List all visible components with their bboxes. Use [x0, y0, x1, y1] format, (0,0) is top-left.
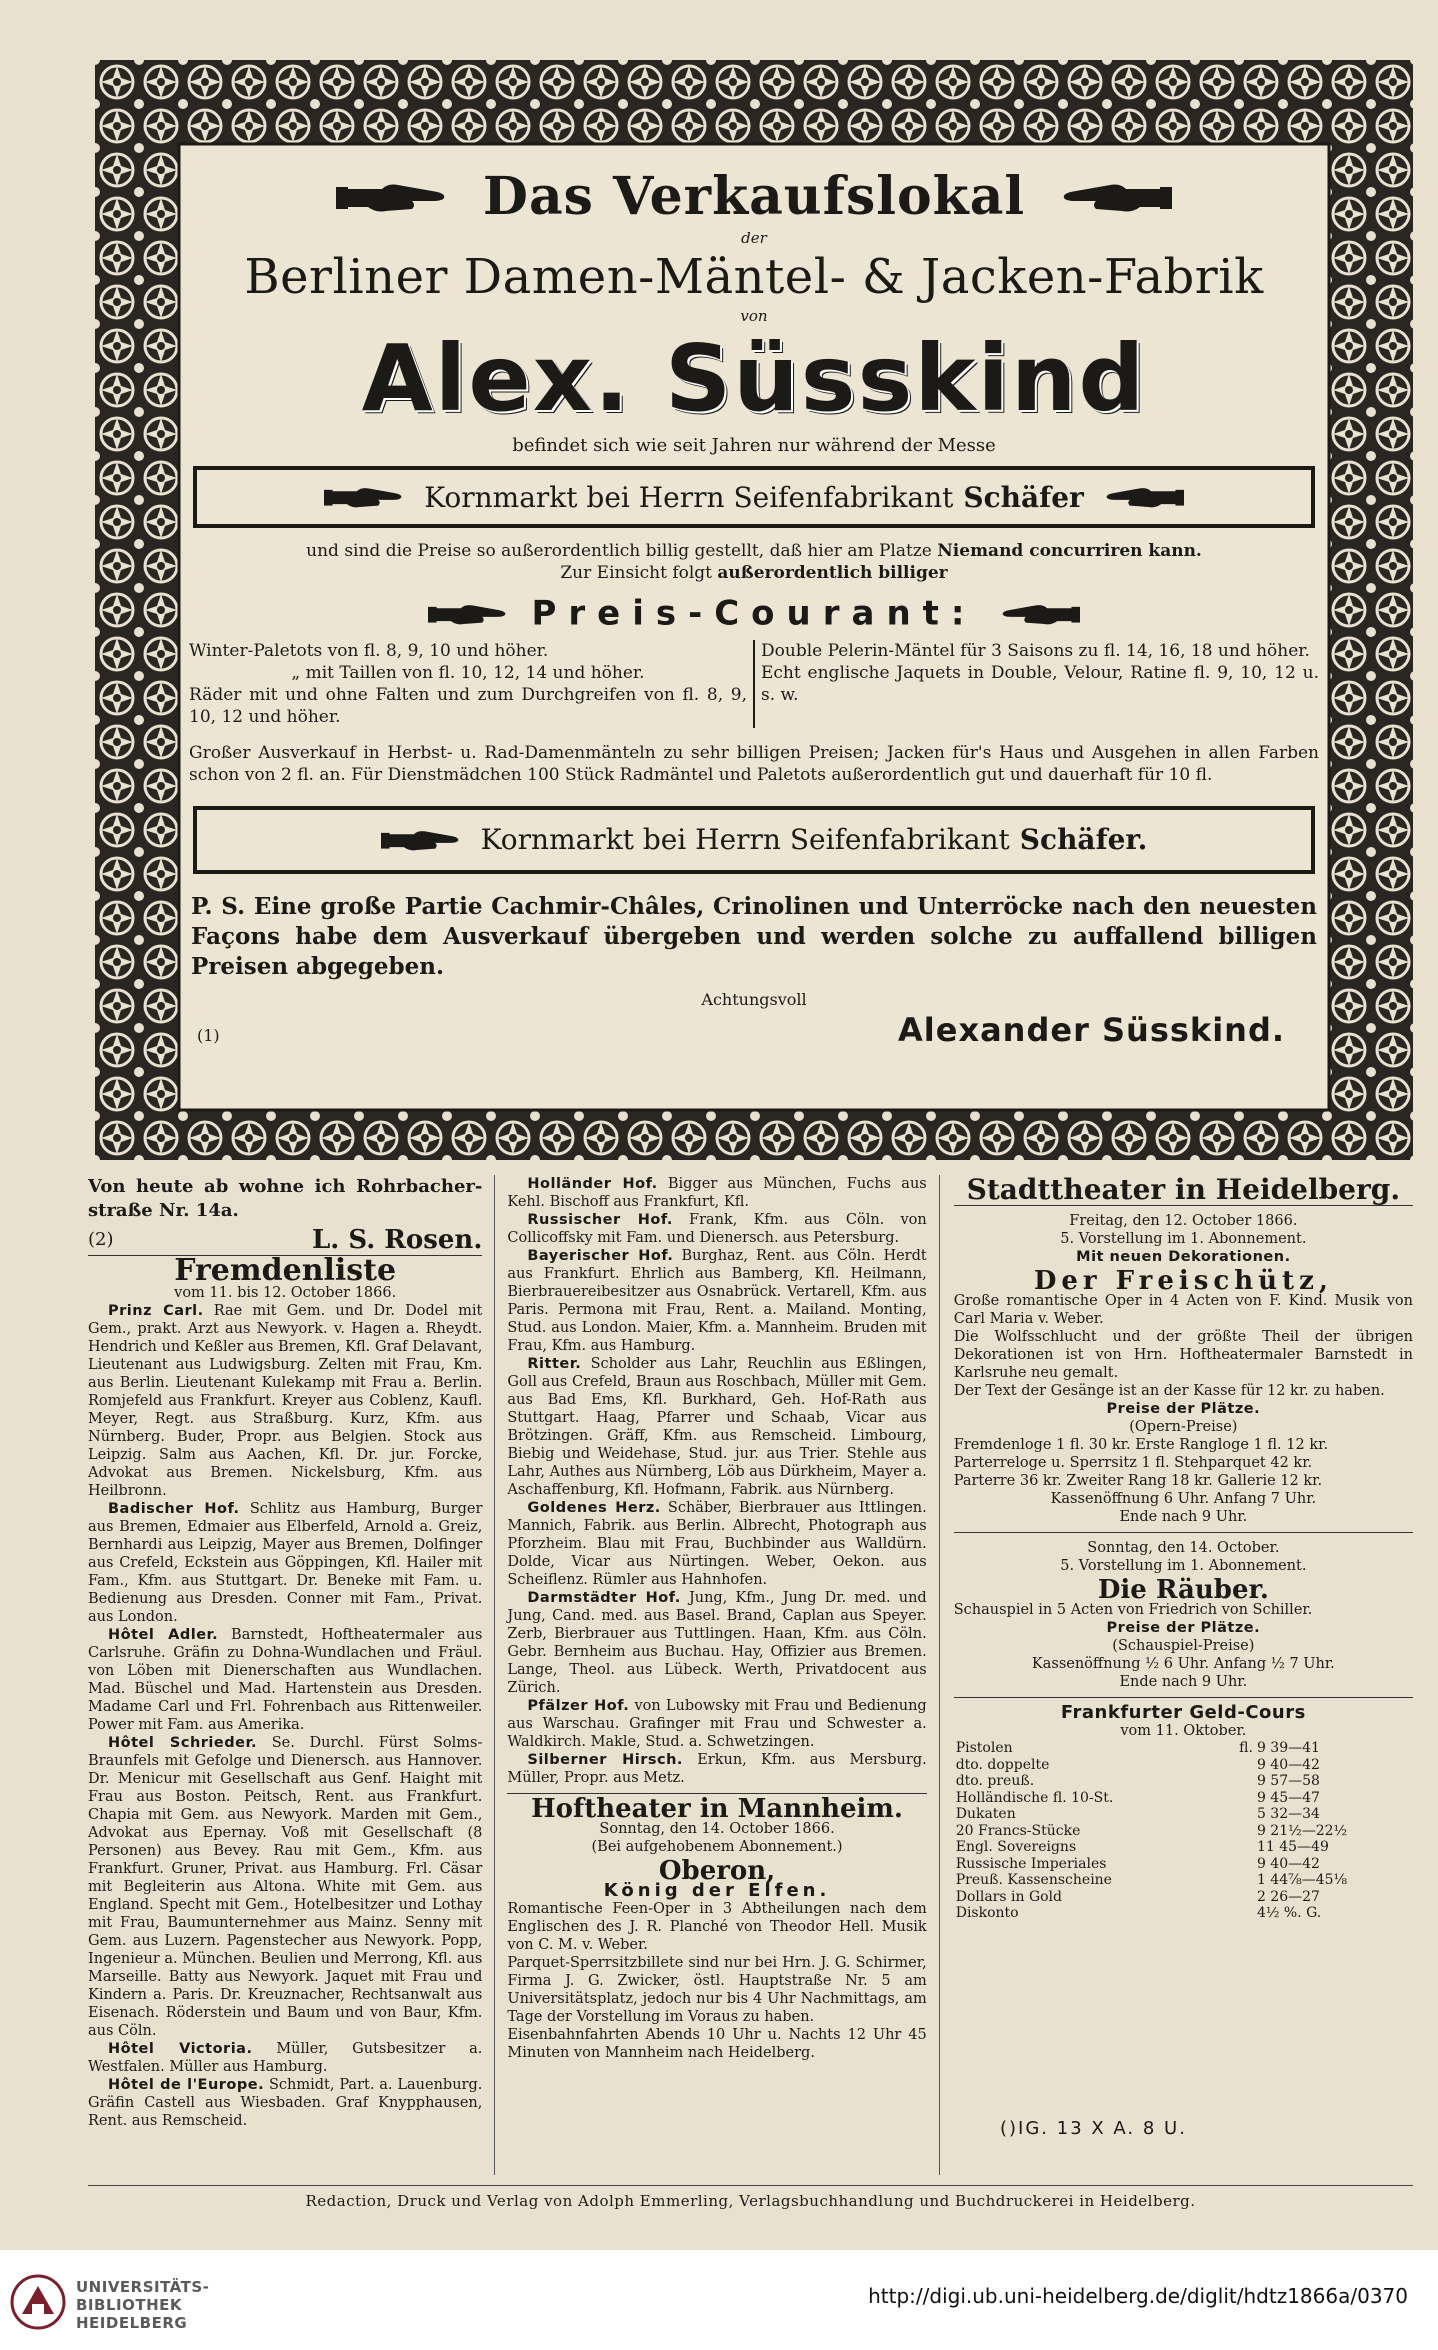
- guest-names: Scholder aus Lahr, Reuchlin aus Eßlingen, Goll aus Crefeld, Braun aus Roschbach, Müller mit Gem. aus Bad Ems, Kfl. Burkhard, Geh. Hof-Rath aus Stuttgart. Haag, Pfarrer und Schaab, Vicar aus Brötzingen. Gräff, Kfm. aus Remscheid. Limbourg, Biebig und Weidehase, Stud. jur. aus Trier. Stehle aus Lahr, Authes aus Nürnberg, Löb aus Dürkheim, Mayer a. Aschaffenburg, Kfl. Hofmann, Fabrik. aus Nürnberg.: [507, 1356, 927, 1498]
- fx-value: 9 21½—22½: [1256, 1822, 1348, 1839]
- guest-names: Müller, Gutsbesitzer a. Westfalen. Müller aus Hamburg.: [88, 2041, 483, 2075]
- location-text: Kornmarkt bei Herrn Seifenfabrikant: [424, 480, 954, 514]
- hotel-name: Hôtel de l'Europe.: [108, 2077, 265, 2093]
- guest-entry: [507, 1355, 926, 1499]
- hotel-name: Darmstädter Hof.: [527, 1590, 681, 1606]
- fx-unit: [1225, 1823, 1255, 1840]
- fx-unit: [1225, 1905, 1255, 1922]
- opera-subtitle: König der Elfen.: [603, 1880, 831, 1901]
- guest-list: [507, 1175, 926, 1787]
- fx-row: [954, 1773, 1413, 1790]
- fremdenliste-heading: Fremdenliste: [174, 1253, 397, 1288]
- fx-row: [954, 1872, 1413, 1889]
- price-item: Winter-Paletots von fl. 8, 9, 10 und höher.: [189, 640, 549, 661]
- location-name: Schäfer: [963, 480, 1084, 514]
- hotel-name: Pfälzer Hof.: [527, 1698, 630, 1714]
- end-time-1: Ende nach 9 Uhr.: [1119, 1509, 1248, 1525]
- fx-unit: [1225, 1773, 1255, 1790]
- pointing-hand-left-icon: [1104, 484, 1184, 510]
- fx-unit: [1225, 1889, 1255, 1906]
- play-2-title: Die Räuber.: [1097, 1575, 1269, 1605]
- fx-row: [954, 1757, 1413, 1774]
- divider: [954, 1532, 1413, 1533]
- library-name-line: BIBLIOTHEK: [76, 2296, 182, 2314]
- guest-entry: [507, 1247, 926, 1355]
- play-2-description: Schauspiel in 5 Acten von Friedrich von Schiller.: [953, 1602, 1313, 1618]
- fx-row: [954, 1740, 1413, 1757]
- fx-value: 9 39—41: [1256, 1740, 1320, 1756]
- fx-name: Pistolen: [955, 1740, 1013, 1756]
- imprint: Redaction, Druck und Verlag von Adolph Emmerling, Verlagsbuchhandlung und Buchdruckerei in Heidelberg.: [88, 2185, 1413, 2210]
- guest-entry: [507, 1175, 926, 1211]
- price-item: Räder mit und ohne Falten und zum Durchgreifen von fl. 8, 9, 10, 12 und höher.: [189, 684, 747, 727]
- hotel-name: Holländer Hof.: [527, 1176, 658, 1192]
- pointing-hand-left-icon: [1060, 179, 1172, 215]
- hotel-name: Badischer Hof.: [108, 1501, 240, 1517]
- fx-table: [954, 1740, 1413, 1922]
- fx-row: [954, 1823, 1413, 1840]
- guest-names: Erkun, Kfm. aus Mersburg. Müller, Propr. aus Metz.: [507, 1752, 927, 1786]
- guest-names: Burghaz, Rent. aus Cöln. Herdt aus Frankfurt. Ehrlich aus Bamberg, Kfl. Heilmann, Bierbrauereibesitzer aus Osnabrück. Vertarell, Kfm. aus Paris. Permona mit Frau, Rent. a. Mailand. Monting, Stud. aus London. Maier, Kfm. a. Mannheim. Bruden mit Frau, Kfm. aus Hamburg.: [507, 1248, 927, 1354]
- fx-unit: [1225, 1757, 1255, 1774]
- guest-list: [88, 1302, 482, 2130]
- digital-library-footer: [0, 2250, 1438, 2350]
- guest-entry: [507, 1697, 926, 1751]
- prices-subheading-2: (Schauspiel-Preise): [1112, 1638, 1255, 1654]
- fx-name: Holländische fl. 10-St.: [955, 1789, 1114, 1806]
- price-column-right: [753, 640, 1325, 728]
- fx-value: 2 26—27: [1256, 1888, 1320, 1905]
- fx-unit: fl.: [1239, 1740, 1253, 1756]
- fx-name: 20 Francs-Stücke: [955, 1822, 1081, 1839]
- fx-row: [954, 1905, 1413, 1922]
- fx-value: 9 57—58: [1256, 1773, 1320, 1789]
- advert-company: Berliner Damen-Mäntel- & Jacken-Fabrik: [244, 249, 1264, 305]
- postscript: P. S. Eine große Partie Cachmir-Châles, Crinolinen und Unterröcke nach den neuesten Façons habe dem Ausverkauf übergeben und werden solche zu auffallend billigen Preisen abgegeben.: [191, 892, 1317, 980]
- hotel-name: Silberner Hirsch.: [527, 1752, 683, 1768]
- library-name: [76, 2278, 209, 2332]
- pointing-hand-right-icon: [336, 179, 448, 215]
- opening-time-2: Kassenöffnung ½ 6 Uhr. Anfang ½ 7 Uhr.: [1031, 1656, 1335, 1672]
- fx-name: Engl. Sovereigns: [955, 1839, 1077, 1855]
- price-statement-a: und sind die Preise so außerordentlich billig gestellt, daß hier am Platze: [306, 541, 932, 561]
- seat-price: Parterreloge u. Sperrsitz 1 fl. Stehparquet 42 kr.: [953, 1455, 1313, 1471]
- fx-name: Dukaten: [955, 1806, 1016, 1822]
- guest-names: Schäber, Bierbrauer aus Ittlingen. Mannich, Fabrik. aus Berlin. Albrecht, Photograph aus Pforzheim. Blau mit Frau, Buchbinder aus Walldürn. Dolde, Vicar aus Nürtingen. Weber, Oekon. aus Scheiflenz. Rümler aus Hahnhofen.: [507, 1500, 927, 1588]
- price-statement-b: Niemand concurriren kann.: [937, 541, 1202, 561]
- price-column-left: [183, 640, 753, 728]
- advert-title-row: [183, 162, 1325, 227]
- prices-heading-2: Preise der Plätze.: [1106, 1620, 1261, 1636]
- fx-name: Preuß. Kassenscheine: [955, 1872, 1112, 1888]
- price-item: „ mit Taillen von fl. 10, 12, 14 und höher.: [291, 662, 645, 683]
- rosen-name: L. S. Rosen.: [311, 1225, 483, 1255]
- guest-names: Jung, Kfm., Jung Dr. med. und Jung, Cand. med. aus Basel. Brand, Caplan aus Speyer. Zerb, Bierbrauer aus Tuttlingen. Haan, Kfm. aus Cöln. Gebr. Bernheim aus Buchau. Hay, Offizier aus Bremen. Lange, Theol. aus Lübeck. Werth, Privatdocent aus Zürich.: [507, 1590, 927, 1696]
- guest-names: Se. Durchl. Fürst Solms-Braunfels mit Gefolge und Dienersch. aus Hannover. Dr. Menicur mit Gesellschaft aus Genf. Haight mit Frau aus Boston. Peitsch, Rent. aus Frankfurt. Chapia mit Gem. aus Newyork. Marden mit Gem., Advokat aus Epernay. Voß mit Gesellschaft (8 Personen) aus Bevey. Rau mit Gem., Kfm. aus Frankfurt. Gruner, Privat. aus Hamburg. Frl. Cäsar mit Begleiterin aus Altona. White mit Gem. aus England. Specht mit Gem., Hotelbesitzer und Lothay mit Frau, Baumunternehmer aus Mainz. Senny mit Gem. aus Luzern. Pagenstecher aus Newyork. Popp, Ingenieur a. München. Beulien und Merrong, Kfl. aus Marseille. Batty aus Newyork. Jaquet mit Frau und Kindern a. Paris. Dr. Kreuznacher, Rechtsanwalt aus Eisenach. Röderstein und Baum und von Baur, Kfm. aus Cöln.: [88, 1735, 483, 2039]
- signature-row: [197, 1011, 1315, 1049]
- fx-row: [954, 1856, 1413, 1873]
- guest-names: Schmidt, Part. a. Lauenburg. Gräfin Castell aus Wiesbaden. Graf Knypphausen, Rent. aus Remscheid.: [88, 2077, 483, 2129]
- guest-names: von Lubowsky mit Frau und Bedienung aus Warschau. Grafinger mit Frau und Schwester a. Waldkirch. Makle, Stud. a. Schwetzingen.: [507, 1698, 927, 1750]
- mannheim-date: Sonntag, den 14. October 1866.: [599, 1821, 835, 1837]
- guest-entry: [88, 1500, 482, 1626]
- show-abonnement-2: 5. Vorstellung im 1. Abonnement.: [1060, 1558, 1307, 1574]
- pointing-hand-left-icon: [1000, 601, 1080, 627]
- hotel-name: Bayerischer Hof.: [527, 1248, 674, 1264]
- fx-value: 9 40—42: [1256, 1756, 1320, 1773]
- fx-unit: [1225, 1790, 1255, 1807]
- regards: Achtungsvoll: [701, 989, 807, 1009]
- show-abonnement-1: 5. Vorstellung im 1. Abonnement.: [1060, 1231, 1307, 1247]
- hotel-name: Ritter.: [527, 1356, 582, 1372]
- opening-time-1: Kassenöffnung 6 Uhr. Anfang 7 Uhr.: [1050, 1491, 1317, 1507]
- guest-names: Schlitz aus Hamburg, Burger aus Bremen, Edmaier aus Elberfeld, Arnold a. Greiz, Bernhardi aus Leipzig, Mayer aus Bremen, Dolfinger aus Crefeld, Eckstein aus Göppingen, Kfl. Hailer mit Fam., Kfm. aus Stuttgart. Dr. Beneke mit Fam. u. Bedienung aus Dresden. Conner mit Fam., Privat. aus London.: [88, 1501, 483, 1625]
- location-box: [193, 466, 1315, 528]
- price-statement-d: außerordentlich billiger: [717, 563, 948, 583]
- fx-name: dto. preuß.: [955, 1773, 1035, 1789]
- rosen-notice: Von heute ab wohne ich Rohrbacher-straße Nr. 14a.: [88, 1176, 483, 1221]
- library-logo: [10, 2268, 210, 2336]
- library-name-line: HEIDELBERG: [76, 2314, 188, 2332]
- hotel-name: Hôtel Adler.: [108, 1627, 219, 1643]
- guest-entry: [88, 1626, 482, 1734]
- libretto-note: Der Text der Gesänge ist an der Kasse für 12 kr. zu haben.: [953, 1383, 1385, 1399]
- advert-owner: Alex. Süsskind: [361, 325, 1147, 432]
- price-courant-title-row: [183, 592, 1325, 634]
- price-item: Double Pelerin-Mäntel für 3 Saisons zu fl. 14, 16, 18 und höher.: [761, 640, 1310, 661]
- guest-entry: [507, 1499, 926, 1589]
- fx-value: 9 45—47: [1256, 1789, 1320, 1806]
- play-1-description: Große romantische Oper in 4 Acten von F. Kind. Musik von Carl Maria v. Weber.: [953, 1293, 1413, 1327]
- advert-title: Das Verkaufslokal: [482, 166, 1026, 227]
- location-box-2: [193, 806, 1315, 874]
- fx-row: [954, 1790, 1413, 1807]
- advert-von: von: [740, 307, 768, 325]
- hotel-name: Russischer Hof.: [527, 1212, 673, 1228]
- fx-value: 9 40—42: [1256, 1855, 1320, 1872]
- fx-value: 4½ %. G.: [1256, 1905, 1322, 1921]
- seat-price: Fremdenloge 1 fl. 30 kr. Erste Rangloge 1 fl. 12 kr.: [953, 1437, 1329, 1453]
- prices-subheading-1: (Opern-Preise): [1129, 1419, 1238, 1435]
- column-3: [940, 1175, 1413, 2175]
- fremdenliste-date: vom 11. bis 12. October 1866.: [174, 1285, 397, 1301]
- mannheim-title: Hoftheater in Mannheim.: [531, 1794, 903, 1824]
- advert-number: (1): [197, 1025, 220, 1045]
- fx-row: [954, 1839, 1413, 1856]
- hotel-name: Hôtel Schrieder.: [108, 1735, 258, 1751]
- fx-name: Dollars in Gold: [955, 1888, 1062, 1905]
- opera-title: Oberon,: [658, 1856, 776, 1886]
- guest-entry: [507, 1589, 926, 1697]
- fx-unit: [1225, 1839, 1255, 1856]
- page-code: ()IG. 13 X A. 8 U.: [1000, 2118, 1187, 2139]
- opera-description: Romantische Feen-Oper in 3 Abtheilungen nach dem Englischen des J. R. Planché von Theodor Hell. Musik von C. M. v. Weber.: [507, 1901, 927, 1953]
- guest-names: Bigger aus München, Fuchs aus Kehl. Bischoff aus Frankfurt, Kfl.: [507, 1176, 927, 1210]
- fx-value: 1 44⅞—45⅛: [1256, 1872, 1348, 1888]
- divider: [954, 1697, 1413, 1698]
- price-columns: [183, 640, 1325, 728]
- price-item: Echt englische Jaquets in Double, Velour, Ratine fl. 9, 10, 12 u. s. w.: [761, 662, 1319, 705]
- hotel-name: Prinz Carl.: [108, 1303, 204, 1319]
- advertisement-susskind: [95, 60, 1413, 1160]
- fx-value: 11 45—49: [1256, 1839, 1329, 1855]
- fx-row: [954, 1889, 1413, 1906]
- signature: Alexander Süsskind.: [898, 1010, 1285, 1049]
- guest-entry: [507, 1751, 926, 1787]
- library-name-line: UNIVERSITÄTS-: [76, 2278, 210, 2296]
- guest-entry: [507, 1211, 926, 1247]
- wolfsschlucht-note: Die Wolfsschlucht und der größte Theil der übrigen Dekorationen ist von Hrn. Hoftheatermaler Barnstedt in Karlsruhe neu gemalt.: [953, 1329, 1413, 1381]
- hotel-name: Goldenes Herz.: [527, 1500, 661, 1516]
- guest-names: Rae mit Gem. und Dr. Dodel mit Gem., prakt. Arzt aus Newyork. v. Hagen a. Rheydt. Hendrich und Keßler aus Bremen, Kfl. Graf Delavant, Lieutenant aus Ludwigsburg. Zelten mit Frau, Km. aus Berlin. Lieutenant Kulekamp mit Frau a. Berlin. Romjefeld aus Frankfurt. Kreyer aus Coblenz, Kaufl. Meyer, Regt. aus Straßburg. Kurz, Kfm. aus Nürnberg. Buder, Propr. aus Belgien. Stock aus Leipzig. Salm aus Aachen, Kfl. Dr. jur. Forcke, Advokat aus Bremen. Nickelsburg, Kfm. aus Heilbronn.: [88, 1303, 483, 1499]
- ticket-info: Parquet-Sperrsitzbillete sind nur bei Hrn. J. G. Schirmer, Firma J. G. Zwicker, östl. Hauptstraße Nr. 5 am Universitätsplatz, jedoch nur bis 4 Uhr Nachmittags, am Tage der Vorstellung im Voraus zu haben.: [507, 1955, 927, 2025]
- rosen-number: (2): [88, 1229, 114, 1250]
- new-decorations: Mit neuen Dekorationen.: [1076, 1249, 1291, 1265]
- column-1: [88, 1175, 495, 2175]
- fx-name: Diskonto: [955, 1905, 1019, 1921]
- fx-title: Frankfurter Geld-Cours: [1060, 1702, 1306, 1723]
- fx-row: [954, 1806, 1413, 1823]
- advertisement-body: [183, 148, 1325, 1106]
- fx-date: vom 11. Oktober.: [1120, 1723, 1247, 1739]
- column-2: [495, 1175, 939, 2175]
- location-name-2: Schäfer.: [1019, 823, 1148, 856]
- fx-unit: [1225, 1806, 1255, 1823]
- seat-price: Parterre 36 kr. Zweiter Rang 18 kr. Gallerie 12 kr.: [953, 1473, 1323, 1489]
- price-statement: [183, 540, 1325, 584]
- pointing-hand-right-icon: [324, 484, 404, 510]
- advert-der: der: [741, 229, 767, 247]
- show-date-2: Sonntag, den 14. October.: [1087, 1540, 1280, 1556]
- pointing-hand-right-icon: [428, 601, 508, 627]
- fx-value: 5 32—34: [1256, 1806, 1320, 1822]
- rail-info: Eisenbahnfahrten Abends 10 Uhr u. Nachts 12 Uhr 45 Minuten von Mannheim nach Heidelberg.: [507, 2027, 927, 2061]
- price-statement-c: Zur Einsicht folgt: [560, 563, 713, 583]
- sale-paragraph: Großer Ausverkauf in Herbst- u. Rad-Damenmänteln zu sehr billigen Preisen; Jacken für's Haus und Ausgehen in allen Farben schon von 2 fl. an. Für Dienstmädchen 100 Stück Radmäntel und Paletots außerordentlich gut und dauerhaft für 10 fl.: [189, 742, 1319, 785]
- fx-name: dto. doppelte: [955, 1756, 1050, 1773]
- rosen-signature-row: [88, 1225, 483, 1255]
- end-time-2: Ende nach 9 Uhr.: [1119, 1674, 1248, 1690]
- university-seal-icon: [10, 2274, 66, 2330]
- show-date-1: Freitag, den 12. October 1866.: [1069, 1213, 1298, 1229]
- source-url[interactable]: http://digi.ub.uni-heidelberg.de/diglit/hdtz1866a/0370: [868, 2284, 1408, 2308]
- fx-name: Russische Imperiales: [955, 1855, 1107, 1872]
- pointing-hand-right-icon: [381, 827, 461, 853]
- guest-entry: [88, 1302, 482, 1500]
- price-courant-title: Preis-Courant:: [531, 593, 977, 634]
- guest-entry: [88, 1734, 482, 2040]
- fx-unit: [1225, 1872, 1255, 1889]
- guest-names: Frank, Kfm. aus Cöln. von Collicoffsky mit Fam. und Dienersch. aus Petersburg.: [507, 1212, 927, 1246]
- mannheim-abonnement: (Bei aufgehobenem Abonnement.): [591, 1839, 843, 1855]
- guest-entry: [88, 2040, 482, 2076]
- play-1-title: Der Freischütz,: [1033, 1266, 1333, 1296]
- stadttheater-title: Stadttheater in Heidelberg.: [966, 1175, 1401, 1206]
- fx-unit: [1225, 1856, 1255, 1873]
- location-text-2: Kornmarkt bei Herrn Seifenfabrikant: [480, 823, 1010, 856]
- guest-entry: [88, 2076, 482, 2130]
- prices-heading-1: Preise der Plätze.: [1106, 1401, 1261, 1417]
- advert-located: befindet sich wie seit Jahren nur während der Messe: [512, 435, 996, 456]
- newspaper-columns: [88, 1175, 1413, 2175]
- guest-names: Barnstedt, Hoftheatermaler aus Carlsruhe. Gräfin zu Dohna-Wundlachen und Fräul. von Löben mit Dienerschaften aus Wundlachen. Mad. Büschel und Mad. Hartenstein aus Dresden. Madame Carl und Frl. Fohrenbach aus Rittenweiler. Power mit Fam. aus Amerika.: [88, 1627, 483, 1733]
- hotel-name: Hôtel Victoria.: [108, 2041, 253, 2057]
